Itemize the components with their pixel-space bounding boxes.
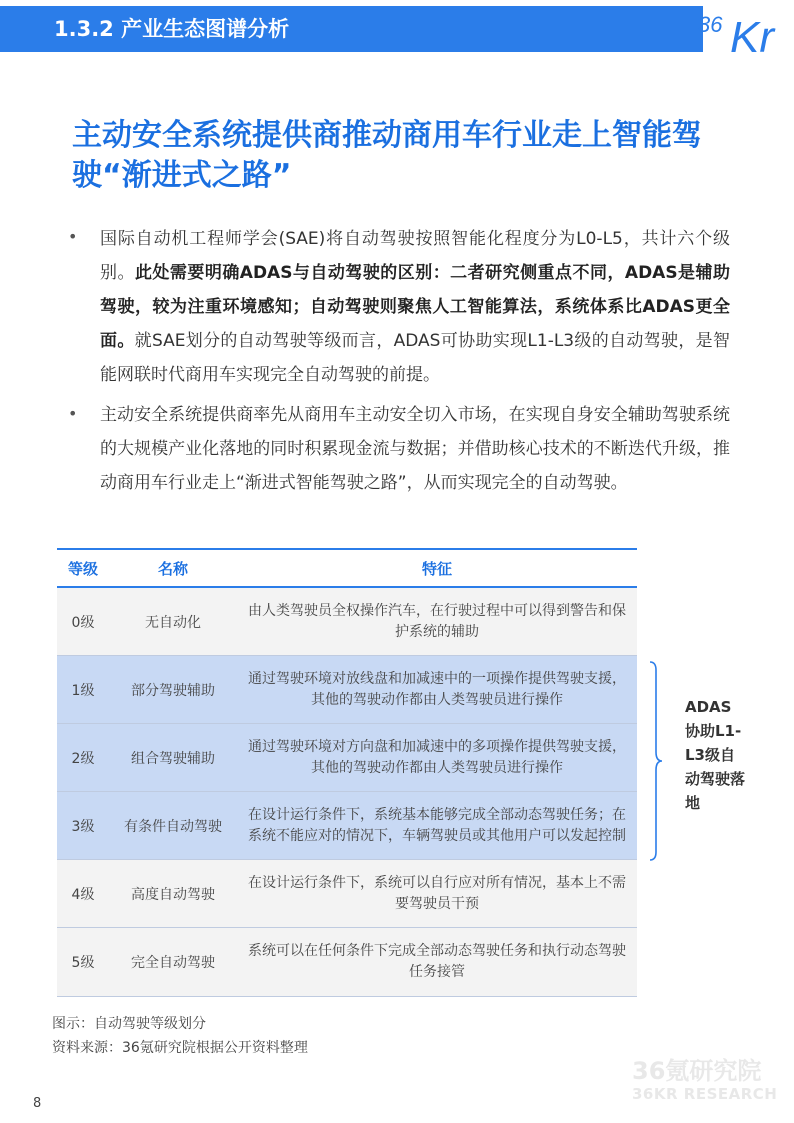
- cell-name: 无自动化: [145, 614, 201, 631]
- adas-note: ADAS协助L1-L3级自动驾驶落地: [685, 698, 746, 812]
- bullet-2: •: [68, 404, 78, 423]
- right-brace-icon: [648, 660, 664, 862]
- bullet-1: •: [68, 227, 78, 246]
- cell-feature: 通过驾驶环境对方向盘和加减速中的多项操作提供驾驶支援，其他的驾驶动作都由人类驾驶员进行操作: [248, 738, 626, 776]
- svg-text:36: 36: [698, 12, 723, 37]
- cell-feature: 在设计运行条件下，系统可以自行应对所有情况，基本上不需要驾驶员干预: [248, 874, 626, 912]
- page-header: [0, 0, 794, 52]
- 36kr-logo: [690, 2, 794, 52]
- header-feature: 特征: [421, 560, 452, 578]
- cell-level: 2级: [71, 750, 95, 767]
- watermark-line1: 36氪研究院: [632, 1057, 762, 1085]
- table-row: [57, 792, 637, 860]
- cell-level: 0级: [71, 614, 95, 631]
- cell-name: 组合驾驶辅助: [131, 750, 215, 767]
- cell-name: 部分驾驶辅助: [131, 682, 215, 699]
- header-level: 等级: [67, 560, 98, 578]
- cell-level: 5级: [71, 955, 95, 971]
- header-name: 名称: [157, 560, 188, 578]
- cell-level: 3级: [71, 818, 95, 835]
- cell-feature: 系统可以在任何条件下完成全部动态驾驶任务和执行动态驾驶任务接管: [248, 943, 626, 980]
- table-row: [57, 860, 637, 928]
- cell-name: 完全自动驾驶: [131, 955, 215, 971]
- paragraph-1: [100, 222, 730, 392]
- cell-level: 1级: [71, 682, 95, 699]
- table-row: [57, 724, 637, 792]
- svg-text:Kr: Kr: [730, 13, 774, 52]
- source-caption: 资料来源：36氪研究院根据公开资料整理: [52, 1040, 308, 1056]
- cell-name: 高度自动驾驶: [131, 886, 215, 903]
- autonomy-level-table: [57, 548, 637, 997]
- paragraph-1-part1: 国际自动机工程师学会(SAE)将自动驾驶按照智能化程度分为L0-L5，共计六个级别。: [100, 229, 730, 283]
- table-row: [57, 656, 637, 724]
- paragraph-1-bold: 此处需要明确ADAS与自动驾驶的区别：二者研究侧重点不同，ADAS是辅助驾驶，较为注重环境感知；自动驾驶则聚焦人工智能算法，系统体系比ADAS更全面。: [100, 263, 730, 351]
- figure-caption: 图示：自动驾驶等级划分: [52, 1016, 206, 1032]
- cell-feature: 在设计运行条件下，系统基本能够完成全部动态驾驶任务；在系统不能应对的情况下，车辆驾驶员或其他用户可以发起控制: [248, 806, 626, 844]
- table-row: [57, 928, 637, 997]
- section-title: 1.3.2 产业生态图谱分析: [54, 17, 290, 41]
- cell-feature: 通过驾驶环境对放线盘和加减速中的一项操作提供驾驶支援，其他的驾驶动作都由人类驾驶员进行操作: [248, 670, 626, 708]
- page-number: 8: [33, 1096, 42, 1111]
- page-title: 主动安全系统提供商推动商用车行业走上智能驾驶“渐进式之路”: [72, 118, 702, 193]
- cell-feature: 由人类驾驶员全权操作汽车，在行驶过程中可以得到警告和保护系统的辅助: [248, 602, 626, 640]
- paragraph-1-part2: 就SAE划分的自动驾驶等级而言，ADAS可协助实现L1-L3级的自动驾驶，是智能网联时代商用车实现完全自动驾驶的前提。: [100, 331, 731, 385]
- table-header: [57, 548, 637, 588]
- watermark-line2: 36KR RESEARCH: [632, 1085, 778, 1103]
- cell-level: 4级: [71, 886, 95, 903]
- watermark: [632, 1057, 782, 1103]
- paragraph-2: 主动安全系统提供商率先从商用车主动安全切入市场，在实现自身安全辅助驾驶系统的大规模产业化落地的同时积累现金流与数据；并借助核心技术的不断迭代升级，推动商用车行业走上“渐进式智能驾驶之路”，从而实现完全的自动驾驶。: [100, 405, 730, 493]
- cell-name: 有条件自动驾驶: [124, 818, 222, 835]
- table-row: [57, 588, 637, 656]
